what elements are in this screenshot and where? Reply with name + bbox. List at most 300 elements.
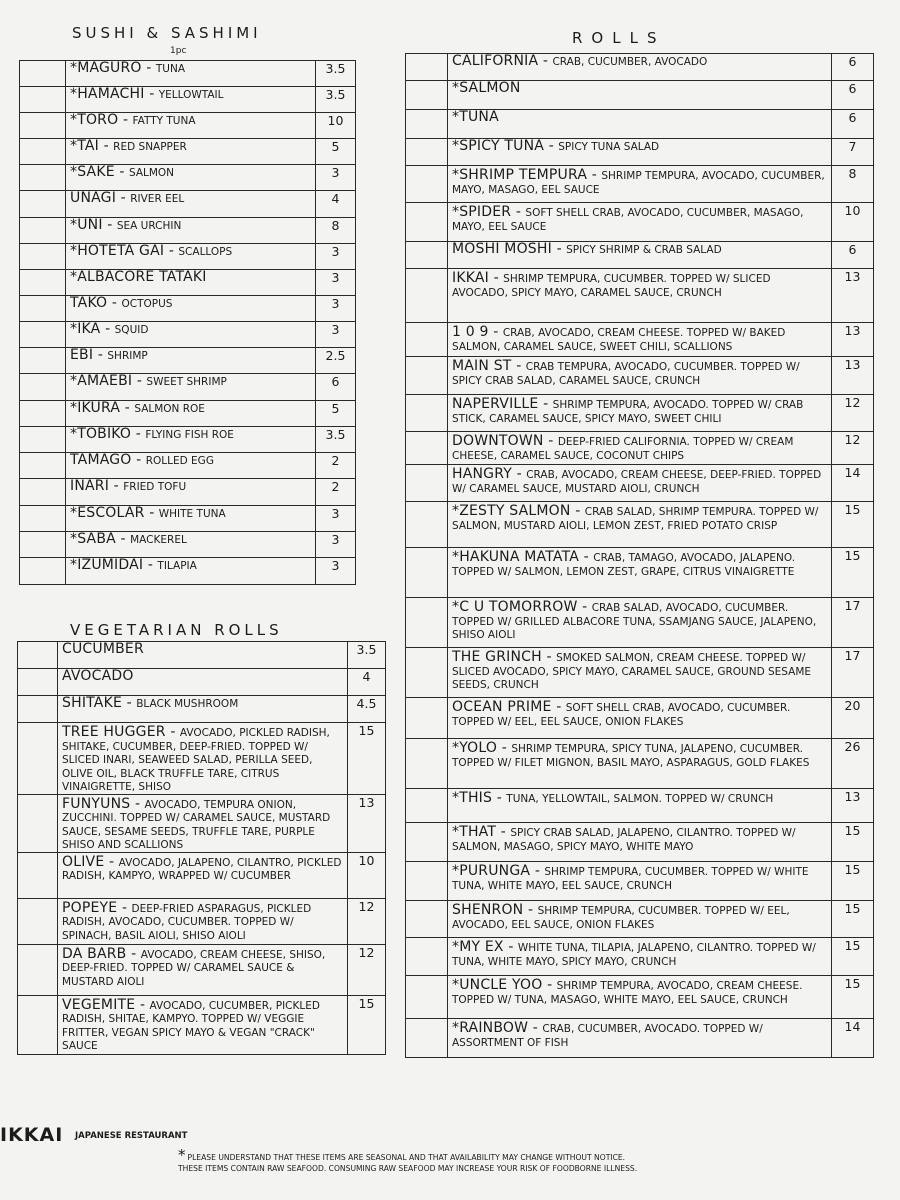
rolls-item-price: 15 [832,901,874,938]
rolls-item-desc: CRAB SALAD, AVOCADO, CUCUMBER. TOPPED W/ GRILLED ALBACORE TUNA, SSAMJANG SAUCE, JALAPENO, SHISO AIOLI [452,602,817,641]
veg-item-price: 12 [348,944,386,995]
veg-item-cell [58,642,348,669]
rolls-item-cell [448,648,832,698]
rolls-item-cell [448,323,832,357]
sushi-item-desc: FLYING FISH ROE [145,429,234,441]
sushi-row [20,270,356,296]
rolls-item-price: 15 [832,823,874,862]
sushi-item-price: 4 [316,191,356,218]
rolls-item-desc: CRAB, CUCUMBER, AVOCADO [552,56,708,68]
rolls-item-desc: SPICY TUNA SALAD [558,141,660,153]
sushi-blank-cell [20,453,66,479]
rolls-item-price: 10 [832,203,874,242]
rolls-blank-cell [406,357,448,395]
rolls-item-desc: CRAB, CUCUMBER, AVOCADO. TOPPED W/ ASSORTMENT OF FISH [452,1023,763,1049]
rolls-item-name: *MY EX - [452,939,514,955]
sushi-item-price: 2.5 [316,348,356,374]
sushi-item-cell [66,374,316,401]
sushi-row [20,558,356,585]
sushi-section-title: SUSHI & SASHIMI [72,24,262,42]
sushi-item-desc: SWEET SHRIMP [146,376,227,388]
rolls-row [406,739,874,789]
sushi-blank-cell [20,113,66,139]
rolls-row [406,166,874,203]
sushi-item-name: *IKA - [70,321,111,337]
rolls-item-price: 13 [832,323,874,357]
veg-item-name: FUNYUNS - [62,795,141,812]
veg-row [18,669,386,696]
veg-item-name: POPEYE - [62,899,128,916]
sushi-blank-cell [20,374,66,401]
sushi-item-name: *TOBIKO - [70,426,142,442]
rolls-item-name: *THIS - [452,790,502,806]
rolls-row [406,357,874,395]
rolls-item-name: *UNCLE YOO - [452,977,553,993]
sushi-blank-cell [20,322,66,348]
sushi-item-cell [66,479,316,506]
rolls-blank-cell [406,465,448,502]
sushi-item-name: *MAGURO - [70,60,152,76]
rolls-blank-cell [406,110,448,139]
veg-item-desc: AVOCADO, CREAM CHEESE, SHISO, DEEP-FRIED. TOPPED W/ CARAMEL SAUCE & MUSTARD AIOLI [62,948,326,988]
rolls-item-cell [448,739,832,789]
sushi-item-price: 3 [316,558,356,585]
rolls-item-price: 14 [832,1019,874,1058]
veg-row [18,944,386,995]
sushi-item-name: TAMAGO - [70,452,142,468]
sushi-item-cell [66,453,316,479]
veg-row [18,642,386,669]
rolls-row [406,648,874,698]
rolls-blank-cell [406,432,448,465]
veg-blank-cell [18,898,58,944]
sushi-item-name: *IZUMIDAI - [70,557,154,573]
sushi-item-cell [66,322,316,348]
sushi-blank-cell [20,427,66,453]
sushi-blank-cell [20,61,66,87]
sushi-row [20,348,356,374]
veg-item-price: 12 [348,898,386,944]
sushi-item-price: 5 [316,139,356,165]
rolls-blank-cell [406,548,448,598]
rolls-row [406,242,874,269]
rolls-item-name: IKKAI - [452,270,499,286]
rolls-item-cell [448,976,832,1019]
sushi-item-desc: ROLLED EGG [145,455,214,467]
sushi-item-cell [66,165,316,191]
rolls-blank-cell [406,269,448,323]
rolls-blank-cell [406,502,448,548]
sushi-item-name: UNAGI - [70,190,126,206]
sushi-item-name: *TORO - [70,112,129,128]
rolls-row [406,269,874,323]
sushi-row [20,427,356,453]
sushi-unit-note: 1pc [170,46,187,56]
veg-blank-cell [18,642,58,669]
rolls-row [406,789,874,823]
veg-item-name: DA BARB - [62,945,137,962]
rolls-item-desc: SHRIMP TEMPURA, AVOCADO, CUCUMBER, MAYO, MASAGO, EEL SAUCE [452,170,825,196]
rolls-item-cell [448,81,832,110]
veg-item-name: AVOCADO [62,668,134,684]
sushi-item-name: *ALBACORE TATAKI [70,269,207,285]
rolls-row [406,823,874,862]
sushi-item-desc: MACKEREL [130,534,187,546]
sushi-item-desc: SCALLOPS [178,246,233,258]
sushi-item-cell [66,558,316,585]
rolls-row [406,598,874,648]
sushi-item-cell [66,427,316,453]
rolls-item-desc: SHRIMP TEMPURA, CUCUMBER. TOPPED W/ SLICED AVOCADO, SPICY MAYO, CARAMEL SAUCE, CRUNCH [452,273,771,299]
rolls-blank-cell [406,789,448,823]
rolls-item-name: OCEAN PRIME - [452,699,562,715]
rolls-item-price: 13 [832,789,874,823]
veg-blank-cell [18,696,58,723]
sushi-item-cell [66,113,316,139]
sushi-item-cell [66,218,316,244]
sushi-row [20,61,356,87]
sushi-item-cell [66,191,316,218]
sushi-row [20,191,356,218]
rolls-item-cell [448,357,832,395]
sushi-item-price: 3.5 [316,87,356,113]
veg-item-price: 13 [348,794,386,852]
rolls-item-name: 1 0 9 - [452,324,499,340]
rolls-item-cell [448,54,832,81]
veg-section-title: VEGETARIAN ROLLS [70,621,283,639]
rolls-item-desc: SPICY SHRIMP & CRAB SALAD [566,244,722,256]
rolls-item-desc: DEEP-FRIED CALIFORNIA. TOPPED W/ CREAM CHEESE, CARAMEL SAUCE, COCONUT CHIPS [452,436,794,462]
rolls-item-desc: SHRIMP TEMPURA, AVOCADO, CREAM CHEESE. TOPPED W/ TUNA, MASAGO, WHITE MAYO, EEL SAUCE, CRUNCH [452,980,803,1006]
veg-item-name: OLIVE - [62,853,115,870]
veg-item-cell [58,669,348,696]
rolls-item-name: DOWNTOWN - [452,433,554,449]
sushi-row [20,401,356,427]
sushi-item-cell [66,139,316,165]
rolls-table [405,53,874,1058]
veg-item-cell [58,944,348,995]
rolls-item-desc: SHRIMP TEMPURA, AVOCADO. TOPPED W/ CRAB STICK, CARAMEL SAUCE, SPICY MAYO, SWEET CHILI [452,399,804,425]
rolls-blank-cell [406,698,448,739]
sushi-item-name: *HOTETA GAI - [70,243,175,259]
rolls-item-desc: SOFT SHELL CRAB, AVOCADO, CUCUMBER, MASAGO, MAYO, EEL SAUCE [452,207,804,233]
rolls-blank-cell [406,203,448,242]
veg-item-cell [58,723,348,795]
rolls-item-name: *PURUNGA - [452,863,541,879]
rolls-item-price: 7 [832,139,874,166]
rolls-item-cell [448,548,832,598]
rolls-item-price: 8 [832,166,874,203]
veg-item-price: 4.5 [348,696,386,723]
rolls-item-cell [448,789,832,823]
rolls-row [406,901,874,938]
sushi-blank-cell [20,401,66,427]
veg-item-cell [58,852,348,898]
rolls-item-price: 17 [832,598,874,648]
rolls-item-cell [448,1019,832,1058]
rolls-item-desc: SOFT SHELL CRAB, AVOCADO, CUCUMBER. TOPPED W/ EEL, EEL SAUCE, ONION FLAKES [452,702,791,728]
rolls-item-desc: CRAB, AVOCADO, CREAM CHEESE, DEEP-FRIED. TOPPED W/ CARAMEL SAUCE, MUSTARD AIOLI, CRUNCH [452,469,822,495]
sushi-item-price: 3 [316,322,356,348]
rolls-item-cell [448,598,832,648]
rolls-item-price: 12 [832,432,874,465]
veg-row [18,852,386,898]
rolls-item-name: MAIN ST - [452,358,522,374]
rolls-blank-cell [406,862,448,901]
sushi-item-price: 3.5 [316,427,356,453]
rolls-item-name: *HAKUNA MATATA - [452,549,589,565]
veg-row [18,696,386,723]
rolls-item-price: 6 [832,54,874,81]
rolls-item-name: *RAINBOW - [452,1020,539,1036]
rolls-item-name: HANGRY - [452,466,522,482]
sushi-item-desc: SEA URCHIN [116,220,182,232]
rolls-row [406,1019,874,1058]
rolls-blank-cell [406,242,448,269]
rolls-row [406,81,874,110]
sushi-item-desc: SQUID [114,324,149,336]
sushi-item-desc: TUNA [155,63,185,75]
veg-row [18,898,386,944]
rolls-blank-cell [406,598,448,648]
footer-brand: IKKAI [0,1124,64,1146]
rolls-item-desc: TUNA, YELLOWTAIL, SALMON. TOPPED W/ CRUNCH [506,793,774,805]
sushi-blank-cell [20,244,66,270]
veg-item-desc: AVOCADO, PICKLED RADISH, SHITAKE, CUCUMBER, DEEP-FRIED. TOPPED W/ SLICED INARI, SEAWEED SALAD, PERILLA SEED, OLIVE OIL, BLACK TRUFFLE TARE, CITRUS VINAIGRETTE, SHISO [62,727,330,793]
rolls-row [406,110,874,139]
rolls-row [406,323,874,357]
sushi-item-price: 2 [316,453,356,479]
sushi-item-cell [66,270,316,296]
sushi-blank-cell [20,296,66,322]
veg-item-price: 10 [348,852,386,898]
rolls-blank-cell [406,938,448,976]
sushi-row [20,87,356,113]
sushi-item-name: *SABA - [70,531,126,547]
rolls-row [406,548,874,598]
veg-item-cell [58,794,348,852]
rolls-item-price: 20 [832,698,874,739]
veg-item-name: SHITAKE - [62,695,132,711]
sushi-item-price: 3 [316,165,356,191]
veg-item-name: VEGEMITE - [62,996,146,1013]
rolls-blank-cell [406,81,448,110]
veg-item-price: 3.5 [348,642,386,669]
rolls-item-price: 15 [832,548,874,598]
rolls-item-name: THE GRINCH - [452,649,552,665]
rolls-item-price: 6 [832,242,874,269]
rolls-item-desc: SHRIMP TEMPURA, CUCUMBER. TOPPED W/ WHITE TUNA, WHITE MAYO, EEL SAUCE, CRUNCH [452,866,809,892]
sushi-item-name: *AMAEBI - [70,373,143,389]
veg-blank-cell [18,944,58,995]
rolls-item-price: 17 [832,648,874,698]
veg-item-desc: BLACK MUSHROOM [136,698,239,710]
sushi-item-price: 3 [316,506,356,532]
rolls-item-cell [448,465,832,502]
sushi-item-name: TAKO - [70,295,118,311]
sushi-item-name: *ESCOLAR - [70,505,155,521]
veg-blank-cell [18,852,58,898]
rolls-row [406,862,874,901]
sushi-item-desc: OCTOPUS [121,298,173,310]
rolls-item-cell [448,698,832,739]
rolls-item-desc: CRAB SALAD, SHRIMP TEMPURA. TOPPED W/ SALMON, MUSTARD AIOLI, LEMON ZEST, FRIED POTATO CRISP [452,506,819,532]
sushi-blank-cell [20,506,66,532]
sushi-blank-cell [20,165,66,191]
sushi-item-desc: SALMON [128,167,175,179]
sushi-item-price: 5 [316,401,356,427]
sushi-item-name: *HAMACHI - [70,86,155,102]
sushi-item-price: 2 [316,479,356,506]
sushi-item-price: 3 [316,270,356,296]
veg-row [18,723,386,795]
veg-table [17,641,386,1055]
rolls-item-name: CALIFORNIA - [452,53,549,69]
veg-blank-cell [18,794,58,852]
rolls-blank-cell [406,54,448,81]
sushi-item-cell [66,296,316,322]
sushi-row [20,532,356,558]
rolls-blank-cell [406,323,448,357]
sushi-blank-cell [20,270,66,296]
rolls-item-price: 13 [832,269,874,323]
veg-item-desc: AVOCADO, JALAPENO, CILANTRO, PICKLED RADISH, KAMPYO, WRAPPED W/ CUCUMBER [62,856,342,882]
sushi-blank-cell [20,139,66,165]
sushi-blank-cell [20,479,66,506]
rolls-blank-cell [406,739,448,789]
sushi-item-desc: WHITE TUNA [158,508,226,520]
rolls-item-price: 15 [832,938,874,976]
sushi-item-name: INARI - [70,478,119,494]
rolls-item-name: *SHRIMP TEMPURA - [452,167,598,183]
sushi-item-desc: RIVER EEL [130,193,185,205]
sushi-item-desc: TILAPIA [157,560,197,572]
rolls-item-cell [448,862,832,901]
veg-item-cell [58,995,348,1054]
rolls-item-name: *C U TOMORROW - [452,599,588,615]
rolls-blank-cell [406,166,448,203]
rolls-item-price: 15 [832,502,874,548]
veg-item-desc: AVOCADO, CUCUMBER, PICKLED RADISH, SHITAE, KAMPYO. TOPPED W/ VEGGIE FRITTER, VEGAN SPICY MAYO & VEGAN "CRACK" SAUCE [62,999,320,1052]
sushi-item-cell [66,87,316,113]
rolls-row [406,938,874,976]
rolls-item-desc: CRAB, TAMAGO, AVOCADO, JALAPENO. TOPPED W/ SALMON, LEMON ZEST, GRAPE, CITRUS VINAIGRETTE [452,552,796,578]
sushi-item-name: *IKURA - [70,400,131,416]
rolls-item-desc: SHRIMP TEMPURA, CUCUMBER. TOPPED W/ EEL, AVOCADO, EEL SAUCE, ONION FLAKES [452,905,790,931]
veg-item-cell [58,696,348,723]
rolls-row [406,432,874,465]
rolls-item-name: *THAT - [452,824,507,840]
veg-item-desc: DEEP-FRIED ASPARAGUS, PICKLED RADISH, AVOCADO, CUCUMBER. TOPPED W/ SPINACH, BASIL AIOLI, SHISO AIOLI [62,902,312,942]
veg-item-price: 15 [348,723,386,795]
rolls-item-cell [448,823,832,862]
rolls-item-cell [448,203,832,242]
veg-item-name: TREE HUGGER - [62,724,176,740]
sushi-item-desc: FATTY TUNA [132,115,196,127]
rolls-item-name: *YOLO - [452,740,508,756]
sushi-item-price: 3.5 [316,61,356,87]
rolls-item-cell [448,242,832,269]
sushi-item-name: *SAKE - [70,164,125,180]
rolls-item-name: *SPIDER - [452,204,522,220]
rolls-item-desc: SPICY CRAB SALAD, JALAPENO, CILANTRO. TOPPED W/ SALMON, MASAGO, SPICY MAYO, WHITE MAYO [452,827,796,853]
rolls-item-name: MOSHI MOSHI - [452,241,562,257]
rolls-item-price: 12 [832,395,874,432]
sushi-item-price: 6 [316,374,356,401]
rolls-item-cell [448,938,832,976]
sushi-row [20,165,356,191]
sushi-row [20,244,356,270]
veg-item-price: 15 [348,995,386,1054]
sushi-item-name: EBI - [70,347,104,363]
rolls-row [406,395,874,432]
sushi-item-name: *UNI - [70,217,113,233]
footer-note-1: PLEASE UNDERSTAND THAT THESE ITEMS ARE SEASONAL AND THAT AVAILABILITY MAY CHANGE WITHOUT NOTICE. [187,1153,626,1162]
rolls-item-price: 6 [832,81,874,110]
veg-item-cell [58,898,348,944]
sushi-row [20,322,356,348]
rolls-blank-cell [406,648,448,698]
rolls-row [406,976,874,1019]
sushi-item-cell [66,401,316,427]
veg-blank-cell [18,995,58,1054]
sushi-row [20,506,356,532]
sushi-blank-cell [20,218,66,244]
sushi-row [20,374,356,401]
rolls-blank-cell [406,901,448,938]
rolls-item-cell [448,269,832,323]
rolls-item-cell [448,166,832,203]
veg-blank-cell [18,669,58,696]
rolls-item-cell [448,901,832,938]
sushi-item-name: *TAI - [70,138,109,154]
sushi-blank-cell [20,348,66,374]
rolls-blank-cell [406,823,448,862]
rolls-item-name: NAPERVILLE - [452,396,549,412]
rolls-blank-cell [406,1019,448,1058]
sushi-table [19,60,356,585]
sushi-item-cell [66,244,316,270]
sushi-item-desc: SHRIMP [107,350,148,362]
veg-blank-cell [18,723,58,795]
rolls-item-price: 6 [832,110,874,139]
footer-star: * [178,1146,186,1164]
veg-row [18,794,386,852]
sushi-blank-cell [20,87,66,113]
sushi-item-price: 3 [316,244,356,270]
rolls-section-title: ROLLS [572,29,666,47]
veg-item-desc: AVOCADO, TEMPURA ONION, ZUCCHINI. TOPPED W/ CARAMEL SAUCE, MUSTARD SAUCE, SESAME SEEDS, TRUFFLE TARE, PURPLE SHISO AND SCALLIONS [62,798,331,851]
sushi-item-price: 3 [316,532,356,558]
rolls-item-cell [448,432,832,465]
sushi-item-desc: RED SNAPPER [113,141,187,153]
sushi-item-desc: SALMON ROE [134,403,205,415]
sushi-blank-cell [20,558,66,585]
sushi-item-cell [66,506,316,532]
rolls-item-name: *SPICY TUNA - [452,138,554,154]
sushi-item-price: 3 [316,296,356,322]
rolls-row [406,54,874,81]
sushi-item-price: 8 [316,218,356,244]
rolls-item-desc: SMOKED SALMON, CREAM CHEESE. TOPPED W/ SLICED AVOCADO, SPICY MAYO, CARAMEL SAUCE, GROUND SESAME SEEDS, CRUNCH [452,652,812,691]
footer-disclaimer [178,1146,698,1174]
sushi-blank-cell [20,191,66,218]
rolls-item-name: SHENRON - [452,902,534,918]
footer-brand-sub: JAPANESE RESTAURANT [75,1131,188,1141]
sushi-row [20,218,356,244]
rolls-row [406,465,874,502]
rolls-item-name: *SALMON [452,80,521,96]
